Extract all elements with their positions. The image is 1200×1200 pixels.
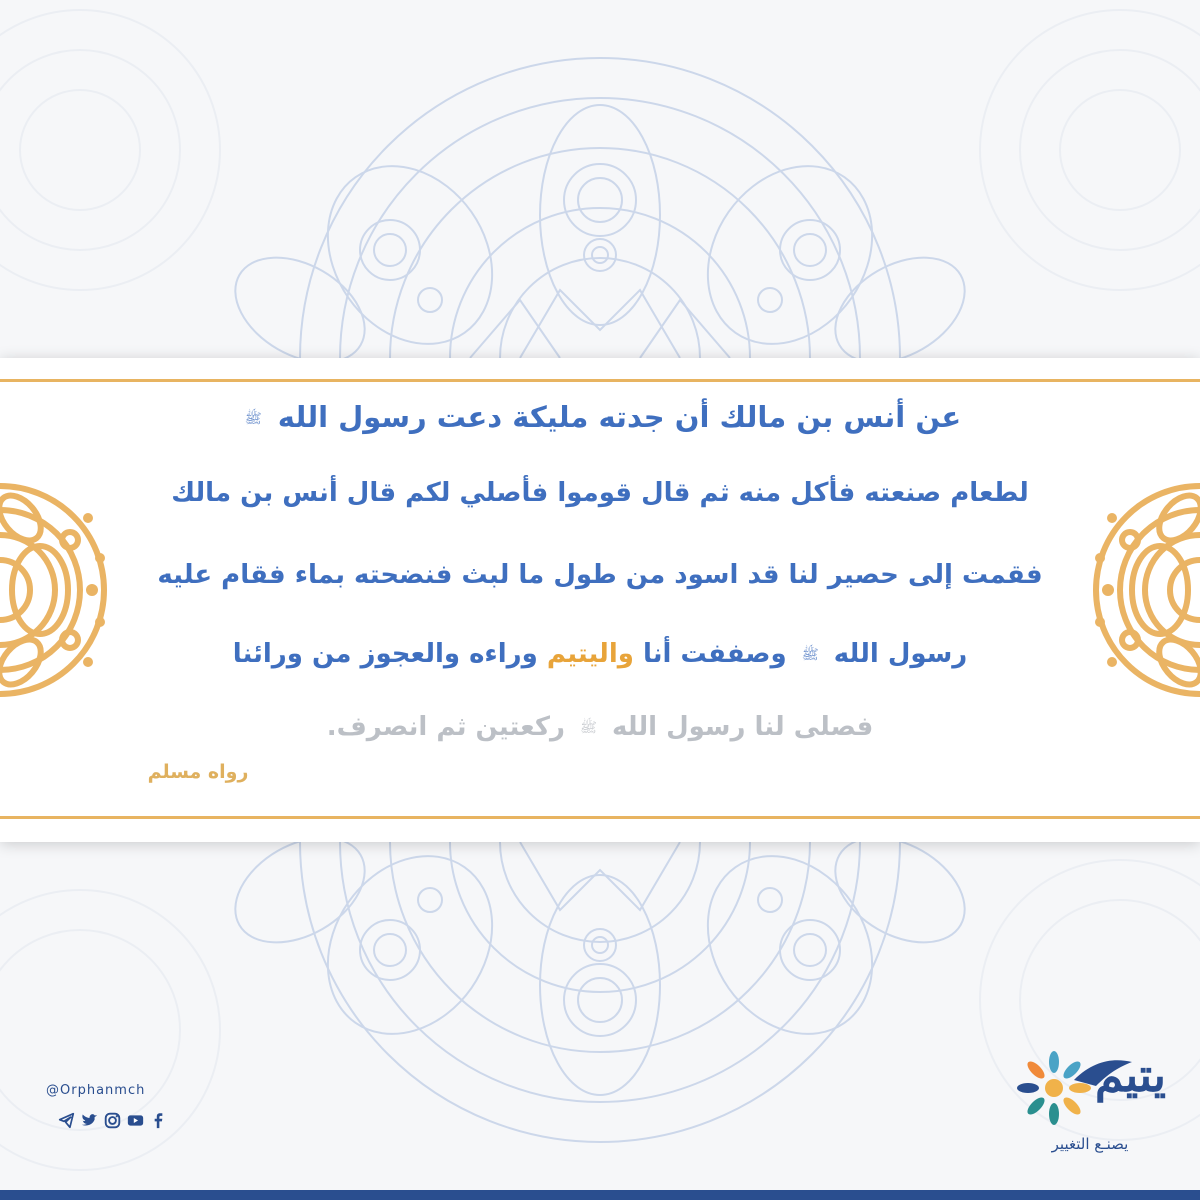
social-handle[interactable]: @Orphanmch — [46, 1083, 146, 1098]
facebook-icon[interactable] — [150, 1112, 167, 1129]
hadith-line-4 — [100, 639, 1100, 669]
hadith-line-1-text: عن أنس بن مالك أن جدته مليكة دعت رسول الله — [277, 400, 962, 434]
hadith-line-5-part-a: فصلى لنا رسول الله — [611, 712, 874, 742]
hadith-line-3: فقمت إلى حصير لنا قد اسود من طول ما لبث فنضحته بماء فقام عليه — [157, 560, 1043, 590]
twitter-icon[interactable] — [81, 1112, 98, 1129]
logo-wordmark: يتيم — [1094, 1048, 1166, 1102]
bottom-bar — [0, 1190, 1200, 1200]
hadith-highlight-orphan: واليتيم — [546, 639, 634, 669]
hadith-line-4-part-c: وراءه والعجوز من ورائنا — [232, 639, 538, 669]
hadith-line-1 — [100, 400, 1100, 434]
social-icons — [58, 1112, 167, 1129]
logo-tagline: يصنـع التغيير — [1051, 1135, 1129, 1153]
hadith-line-2: لطعام صنعته فأكل منه ثم قال قوموا فأصلي لكم قال أنس بن مالك — [171, 478, 1029, 508]
hadith-line-4-part-b: وصففت أنا — [642, 639, 787, 669]
hadith-line-5 — [100, 712, 1100, 742]
hadith-text — [0, 358, 1200, 842]
hadith-line-5-part-b: ركعتين ثم انصرف. — [326, 712, 565, 742]
youtube-icon[interactable] — [127, 1112, 144, 1129]
telegram-icon[interactable] — [58, 1112, 75, 1129]
narrator-source: رواه مسلم — [147, 761, 249, 783]
instagram-icon[interactable] — [104, 1112, 121, 1129]
salutation-seal: ﷺ — [801, 646, 819, 663]
hadith-line-4-part-a: رسول الله — [833, 639, 968, 669]
salutation-seal: ﷺ — [244, 411, 262, 427]
salutation-seal: ﷺ — [579, 719, 597, 736]
